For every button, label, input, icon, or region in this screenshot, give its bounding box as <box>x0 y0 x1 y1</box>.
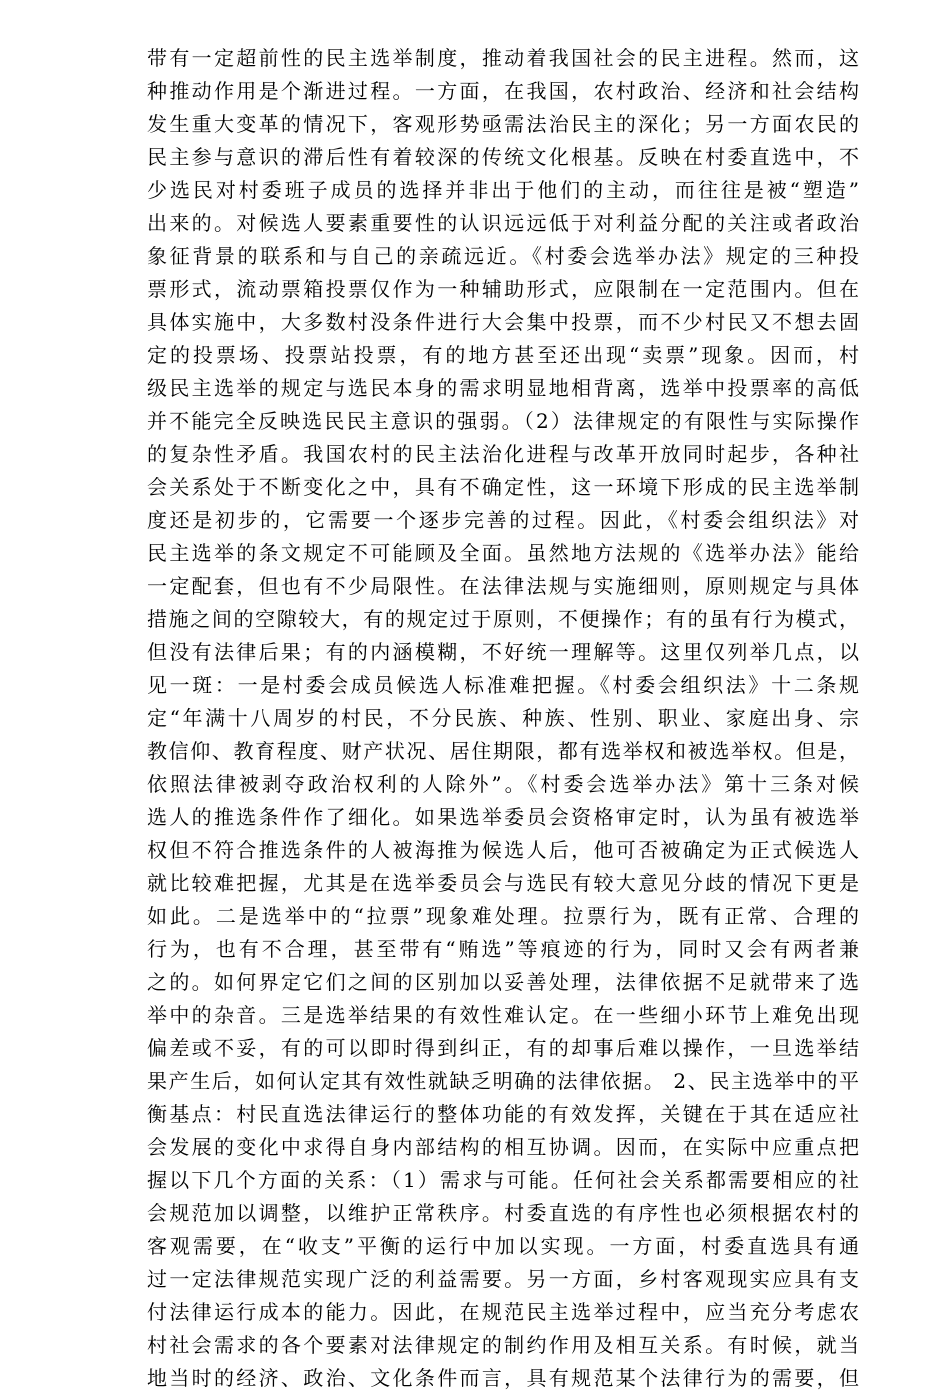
text-line: 会规范加以调整，以维护正常秩序。村委直选的有序性也必须根据农村的 <box>147 1201 859 1225</box>
text-line: 的复杂性矛盾。我国农村的民主法治化进程与改革开放同时起步，各种社 <box>147 442 859 466</box>
text-line: 教信仰、教育程度、财产状况、居住期限，都有选举权和被选举权。但是， <box>147 739 859 763</box>
text-line: 度还是初步的，它需要一个逐步完善的过程。因此，《村委会组织法》对 <box>147 508 859 532</box>
text-line: 民主参与意识的滞后性有着较深的传统文化根基。反映在村委直选中，不 <box>147 145 859 169</box>
text-line: 具体实施中，大多数村没条件进行大会集中投票，而不少村民又不想去固 <box>147 310 859 334</box>
text-line: 过一定法律规范实现广泛的利益需要。另一方面，乡村客观现实应具有支 <box>147 1267 859 1291</box>
text-line: 果产生后，如何认定其有效性就缺乏明确的法律依据。 2、民主选举中的平 <box>147 1069 859 1093</box>
text-line: 带有一定超前性的民主选举制度，推动着我国社会的民主进程。然而，这 <box>147 46 859 70</box>
text-line: 民主选举的条文规定不可能顾及全面。虽然地方法规的《选举办法》能给 <box>147 541 859 565</box>
text-line: 付法律运行成本的能力。因此，在规范民主选举过程中，应当充分考虑农 <box>147 1300 859 1324</box>
text-line: 衡基点：村民直选法律运行的整体功能的有效发挥，关键在于其在适应社 <box>147 1102 859 1126</box>
text-line: 并不能完全反映选民民主意识的强弱。（2）法律规定的有限性与实际操作 <box>147 409 859 433</box>
text-line: 依照法律被剥夺政治权利的人除外”。《村委会选举办法》第十三条对候 <box>147 772 859 796</box>
text-line: 选人的推选条件作了细化。如果选举委员会资格审定时，认为虽有被选举 <box>147 805 859 829</box>
text-line: 票形式，流动票箱投票仅作为一种辅助形式，应限制在一定范围内。但在 <box>147 277 859 301</box>
text-line: 地当时的经济、政治、文化条件而言，具有规范某个法律行为的需要，但 <box>147 1366 859 1390</box>
text-line: 定“年满十八周岁的村民，不分民族、种族、性别、职业、家庭出身、宗 <box>147 706 859 730</box>
text-line: 措施之间的空隙较大，有的规定过于原则，不便操作；有的虽有行为模式， <box>147 607 859 631</box>
text-line: 见一斑：一是村委会成员候选人标准难把握。《村委会组织法》十二条规 <box>147 673 859 697</box>
text-line: 握以下几个方面的关系：（1）需求与可能。任何社会关系都需要相应的社 <box>147 1168 859 1192</box>
text-line: 村社会需求的各个要素对法律规定的制约作用及相互关系。有时候，就当 <box>147 1333 859 1357</box>
text-line: 种推动作用是个渐进过程。一方面，在我国，农村政治、经济和社会结构 <box>147 79 859 103</box>
text-line: 定的投票场、投票站投票，有的地方甚至还出现“卖票”现象。因而，村 <box>147 343 859 367</box>
text-line: 象征背景的联系和与自己的亲疏远近。《村委会选举办法》规定的三种投 <box>147 244 859 268</box>
text-line: 一定配套，但也有不少局限性。在法律法规与实施细则，原则规定与具体 <box>147 574 859 598</box>
text-line: 级民主选举的规定与选民本身的需求明显地相背离，选举中投票率的高低 <box>147 376 859 400</box>
body-text <box>147 42 859 1395</box>
text-line: 会关系处于不断变化之中，具有不确定性，这一环境下形成的民主选举制 <box>147 475 859 499</box>
text-line: 出来的。对候选人要素重要性的认识远远低于对利益分配的关注或者政治 <box>147 211 859 235</box>
text-line: 之的。如何界定它们之间的区别加以妥善处理，法律依据不足就带来了选 <box>147 970 859 994</box>
text-line: 如此。二是选举中的“拉票”现象难处理。拉票行为，既有正常、合理的 <box>147 904 859 928</box>
text-line: 少选民对村委班子成员的选择并非出于他们的主动，而往往是被“塑造” <box>147 178 859 202</box>
text-line: 举中的杂音。三是选举结果的有效性难认定。在一些细小环节上难免出现 <box>147 1003 859 1027</box>
text-line: 发生重大变革的情况下，客观形势亟需法治民主的深化；另一方面农民的 <box>147 112 859 136</box>
text-line: 客观需要，在“收支”平衡的运行中加以实现。一方面，村委直选具有通 <box>147 1234 859 1258</box>
text-line: 权但不符合推选条件的人被海推为候选人后，他可否被确定为正式候选人 <box>147 838 859 862</box>
text-line: 偏差或不妥，有的可以即时得到纠正，有的却事后难以操作，一旦选举结 <box>147 1036 859 1060</box>
text-line: 行为，也有不合理，甚至带有“贿选”等痕迹的行为，同时又会有两者兼 <box>147 937 859 961</box>
text-line: 会发展的变化中求得自身内部结构的相互协调。因而，在实际中应重点把 <box>147 1135 859 1159</box>
text-line: 就比较难把握，尤其是在选举委员会与选民有较大意见分歧的情况下更是 <box>147 871 859 895</box>
text-line: 但没有法律后果；有的内涵模糊，不好统一理解等。这里仅列举几点，以 <box>147 640 859 664</box>
